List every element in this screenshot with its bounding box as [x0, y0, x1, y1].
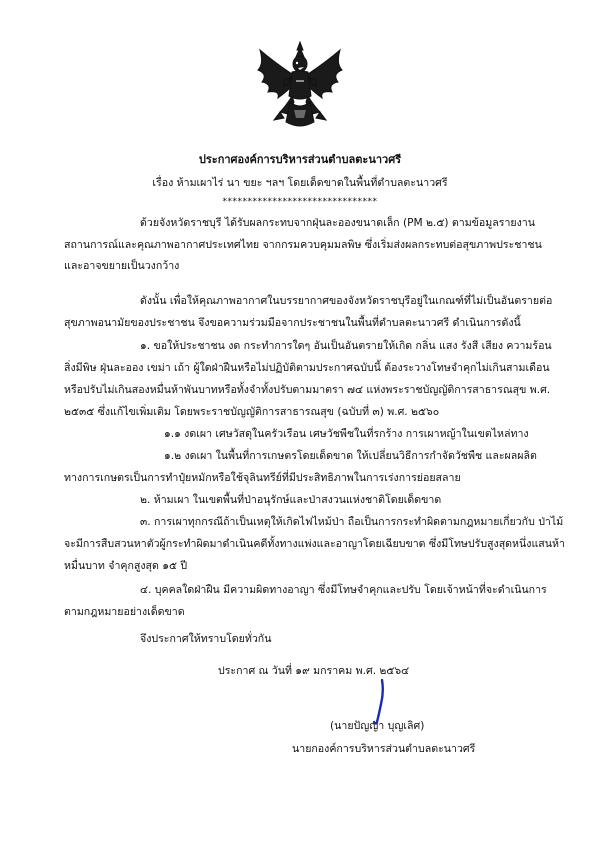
list-item-line: หรือปรับไม่เกินสองหมื่นห้าพันบาทหรือทั้งจำทั้งปรับตามมาตรา ๗๔ แห่งพระราชบัญญัติการสาธารณสุข พ.ศ. — [64, 384, 551, 396]
signer-position: นายกองค์การบริหารส่วนตำบลตะนาวศรี — [292, 743, 476, 755]
list-item-line: หมื่นบาท จำคุกสูงสุด ๑๕ ปี — [64, 560, 188, 572]
sub-item-line: ๑.๑ งดเผา เศษวัสดุในครัวเรือน เศษวัชพืชในที่รกร้าง การเผาหญ้าในเขตไหล่ทาง — [164, 428, 529, 440]
sub-item-line: ๑.๒ งดเผา ในพื้นที่การเกษตรโดยเด็ดขาด ให้เปลี่ยนวิธีการกำจัดวัชพืช และผลผลิต — [164, 450, 537, 462]
paragraph-line: และอาจขยายเป็นวงกว้าง — [64, 260, 180, 272]
list-item-line: ๑. ขอให้ประชาชน งด กระทำการใดๆ อันเป็นอันตรายให้เกิด กลิ่น แสง รังสี เสียง ความร้อน — [140, 340, 552, 352]
paragraph-line: สุขภาพอนามัยของประชาชน จึงขอความร่วมมือจากประชาชนในพื้นที่ตำบลตะนาวศรี ดำเนินการดังนี้ — [64, 317, 521, 329]
list-item-line: ๒๕๓๕ ซึ่งแก้ไขเพิ่มเติม โดยพระราชบัญญัติการสาธารณสุข (ฉบับที่ ๓) พ.ศ. ๒๕๖๐ — [64, 406, 440, 418]
signer-name: (นายปัญญา บุญเลิศ) — [330, 720, 425, 732]
garuda-emblem-icon — [254, 40, 346, 134]
announcement-title: ประกาศองค์การบริหารส่วนตำบลตะนาวศรี — [198, 153, 402, 166]
paragraph-line: สถานการณ์และคุณภาพอากาศประเทศไทย จากกรมควบคุมมลพิษ ซึ่งเริ่มส่งผลกระทบต่อสุขภาพประชาชน — [64, 239, 542, 251]
paragraph-line: ดังนั้น เพื่อให้คุณภาพอากาศในบรรยากาศของจังหวัดราชบุรีอยู่ในเกณฑ์ที่ไม่เป็นอันตรายต่อ — [140, 295, 553, 307]
announcement-date: ประกาศ ณ วันที่ ๑๙ มกราคม พ.ศ. ๒๕๖๔ — [218, 665, 410, 677]
list-item-line: ๓. การเผาทุกกรณีถ้าเป็นเหตุให้เกิดไฟไหม้ป่า ถือเป็นการกระทำผิดตามกฎหมายเกี่ยวกับ ป่าไม้ — [140, 516, 564, 528]
sub-item-line: ทางการเกษตรเป็นการทำปุ๋ยหมักหรือใช้จุลินทรีย์ที่มีประสิทธิภาพในการเร่งการย่อยสลาย — [64, 472, 461, 484]
list-item-line: จะมีการสืบสวนหาตัวผู้กระทำผิดมาดำเนินคดีทั้งทางแพ่งและอาญาโดยเฉียบขาด ซึ่งมีโทษปรับสูงสุดหนึ่งแสนห้า — [64, 538, 565, 550]
list-item-line: ตามกฎหมายอย่างเด็ดขาด — [64, 606, 185, 618]
closing-text: จึงประกาศให้ทราบโดยทั่วกัน — [140, 633, 272, 645]
list-item-line: ๔. บุคคลใดฝ่าฝืน มีความผิดทางอาญา ซึ่งมีโทษจำคุกและปรับ โดยเจ้าหน้าที่จะดำเนินการ — [140, 584, 547, 596]
list-item-line: ๒. ห้ามเผา ในเขตพื้นที่ป่าอนุรักษ์และป่าสงวนแห่งชาติโดยเด็ดขาด — [140, 494, 442, 506]
separator-line: ******************************* — [222, 197, 378, 207]
announcement-subject: เรื่อง ห้ามเผาไร่ นา ขยะ ฯลฯ โดยเด็ดขาดในพื้นที่ตำบลตะนาวศรี — [152, 177, 448, 189]
list-item-line: สิ่งมีพิษ ฝุ่นละออง เขม่า เถ้า ผู้ใดฝ่าฝืนหรือไม่ปฏิบัติตามประกาศฉบับนี้ ต้องระวางโทษจำคุกไม่เกินสามเดือน — [64, 362, 550, 374]
paragraph-line: ด้วยจังหวัดราชบุรี ได้รับผลกระทบจากฝุ่นละอองขนาดเล็ก (PM ๒.๕) ตามข้อมูลรายงาน — [140, 217, 535, 229]
